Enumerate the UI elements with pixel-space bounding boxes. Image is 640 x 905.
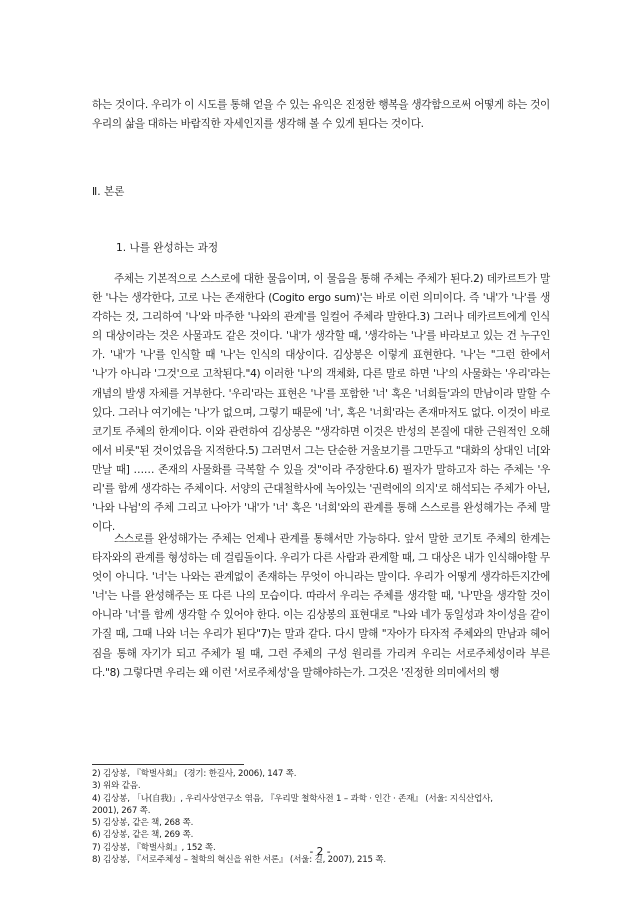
subsection-heading: 1. 나를 완성하는 과정 bbox=[116, 242, 219, 254]
footnote: 3) 위와 같음. bbox=[92, 781, 141, 792]
footnote: 5) 김상봉, 같은 책, 268 쪽. bbox=[92, 818, 194, 829]
footnote-divider bbox=[92, 764, 244, 765]
intro-paragraph: 하는 것이다. 우리가 이 시도를 통해 얻을 수 있는 유익은 진정한 행복을 생각함으로써 어떻게 하는 것이 우리의 삶을 대하는 바람직한 자세인지를 생각해 볼 수 있게 된다는 것이다. bbox=[92, 99, 550, 131]
footnote: 4) 김상봉, 「나(自我)」, 우리사상연구소 엮음, 『우리말 철학사전 1 – 과학 · 인간 · 존재』 (서울: 지식산업사, bbox=[92, 793, 493, 804]
body-paragraph: 스스로를 완성해가는 주체는 언제나 관계를 통해서만 가능하다. 앞서 말한 코기토 주체의 한계는 타자와의 관계를 형성하는 데 걸림돌이다. 우리가 다른 사람과 관계할 때, 그 대상은 내가 인식해야할 무엇이 아니다. '너'는 나와는 관계없이 존재하는 무엇이 아니라는 말이다. 우리가 어떻게 생각하든지간에 '너'는 나를 완성해주는 또 다른 나의 모습이다. 따라서 우리는 주체를 생각할 때, '나'만을 생각할 것이 아니라 '너'를 함께 생각할 수 있어야 한다. 이는 김상봉의 표현대로 "나와 네가 동일성과 차이성을 같이 가질 때, 그때 나와 너는 우리가 된다"7)는 말과 같다. 다시 말해 "자아가 타자적 주체와의 만남과 헤어짐을 통해 자기가 되고 주체가 될 때, 그런 주체의 구성 원리를 가리켜 우리는 서로주체성이라 부른다."8) 그렇다면 우리는 왜 이런 '서로주체성'을 말해야하는가. 그것은 '진정한 의미에서의 행 bbox=[92, 533, 550, 679]
page-number: - 2 - bbox=[309, 846, 331, 858]
footnote: 2) 김상봉, 『학벌사회』 (경기: 한길사, 2006), 147 쪽. bbox=[92, 769, 297, 779]
footnote: 7) 김상봉, 『학벌사회』, 152 쪽. bbox=[92, 842, 216, 853]
footnote-continuation: 2001), 267 쪽. bbox=[92, 805, 151, 816]
section-heading: Ⅱ. 본론 bbox=[92, 186, 125, 198]
body-paragraph: 주체는 기본적으로 스스로에 대한 물음이며, 이 물음을 통해 주체는 주체가 된다.2) 데카르트가 말한 '나는 생각한다, 고로 나는 존재한다 (Cogito ergo sum)'는 바로 이런 의미이다. 즉 '내'가 '나'를 생각하는 것, 그리하여 '나'와 마주한 '나와의 관계'를 일컬어 주체라 말한다.3) 그러나 데카르트에게 인식의 대상이라는 것은 사물과도 같은 것이다. '내'가 생각할 때, '생각하는 '나'를 바라보고 있는 건 누구인가. '내'가 '나'를 인식할 때 '나'는 인식의 대상이다. 김상봉은 이렇게 표현한다. '나'는 "그런 한에서 '나'가 아니라 '그것'으로 고착된다."4) 이러한 '나'의 객체화, 다른 말로 하면 '나'의 사물화는 '우리'라는 개념의 발생 자체를 거부한다. '우리'라는 표현은 '나'를 포함한 '너' 혹은 '너희들'과의 만남이라 말할 수 있다. 그러나 여기에는 '나'가 없으며, 그렇기 때문에 '너', 혹은 '너희'라는 존재마저도 없다. 이것이 바로 코기토 주체의 한계이다. 이와 관련하여 김상봉은 "생각하면 이것은 반성의 본질에 대한 근원적인 오해에서 비롯"된 것이었음을 지적한다.5) 그러면서 그는 단순한 거울보기를 그만두고 "대화의 상대인 너[와 만날 때] …… 존재의 사물화를 극복할 수 있을 것"이라 주장한다.6) 필자가 말하고자 하는 주체는 '우리'를 함께 생각하는 주체이다. 서양의 근대철학사에 녹아있는 '권력에의 의지'로 해석되는 주체가 아닌, '나와 나뉨'의 주체 그리고 나아가 '내'가 '너' 혹은 '너희'와의 관계를 통해 스스로를 완성해가는 주체 말이다. bbox=[92, 273, 550, 534]
footnote: 6) 김상봉, 같은 책, 269 쪽. bbox=[92, 830, 194, 841]
footnote: 8) 김상봉, 『서로주체성 – 철학의 혁신을 위한 서론』 (서울: 길, 2007), 215 쪽. bbox=[92, 855, 386, 866]
